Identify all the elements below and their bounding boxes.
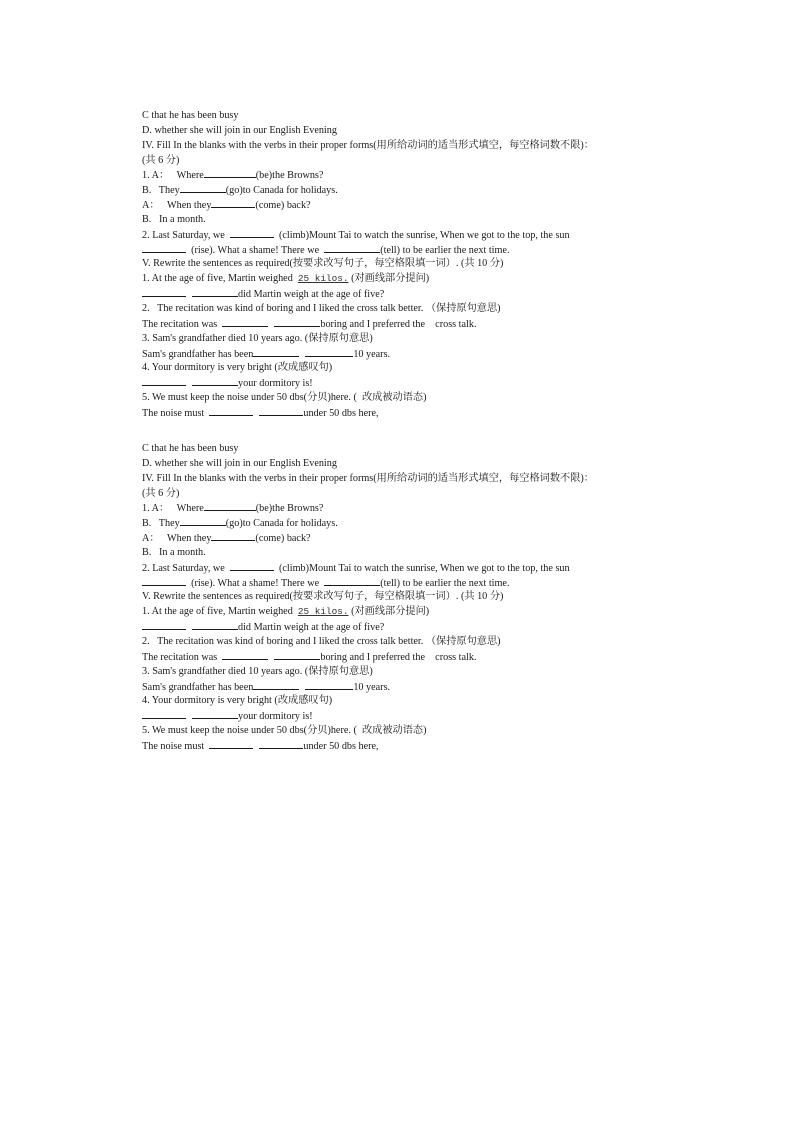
line-text: C that he has been busy [142, 443, 239, 454]
answer-blank[interactable] [142, 620, 186, 630]
answer-blank[interactable] [204, 501, 256, 511]
answer-line [142, 620, 652, 635]
answer-line [142, 650, 652, 665]
line-text: 5. We must keep the noise under 50 dbs(分贝)here. ( 改成被动语态) [142, 392, 427, 404]
answer-blank[interactable] [211, 531, 255, 541]
question-line [142, 198, 652, 213]
section-v-heading [142, 590, 652, 605]
line-text: (climb)Mount Tai to watch the sunrise, When we got to the top, the sun [273, 229, 570, 241]
answer-blank[interactable] [259, 406, 303, 416]
question-line [142, 546, 652, 561]
line-text: IV. Fill In the blanks with the verbs in their proper forms(用所给动词的适当形式填空，每空格词数不限)： [142, 472, 594, 484]
answer-line [142, 680, 652, 695]
line-text: did Martin weigh at the age of five? [238, 289, 385, 301]
answer-blank[interactable] [230, 228, 274, 238]
question-line [142, 213, 652, 228]
line-text: (climb)Mount Tai to watch the sunrise, When we got to the top, the sun [273, 562, 570, 574]
question-line [142, 576, 652, 591]
question-line [142, 724, 652, 739]
answer-blank[interactable] [253, 680, 299, 690]
line-text: B. In a month. [142, 546, 206, 558]
answer-blank[interactable] [209, 406, 253, 416]
answer-blank[interactable] [209, 739, 253, 749]
answer-blank[interactable] [305, 680, 353, 690]
line-text: 10 years. [353, 681, 391, 693]
answer-line [142, 317, 652, 332]
line-text: 2. Last Saturday, we [142, 562, 230, 574]
question-line [142, 361, 652, 376]
line-text: B. In a month. [142, 213, 206, 225]
answer-line [142, 739, 652, 754]
line-text: D. whether she will join in our English Evening [142, 457, 337, 469]
question-line [142, 531, 652, 546]
line-text: (共 6 分) [142, 487, 180, 499]
line-text: The noise must [142, 407, 210, 419]
section-v-heading [142, 257, 652, 272]
line-text: under 50 dbs here, [303, 407, 379, 419]
line-text: 4. Your dormitory is very bright (改成感叹句) [142, 362, 333, 374]
line-text: boring and I preferred the cross talk. [320, 651, 477, 663]
answer-blank[interactable] [192, 376, 238, 386]
line-text: 3. Sam's grandfather died 10 years ago. (保持原句意思) [142, 332, 373, 344]
line-text: (go)to Canada for holidays. [225, 518, 338, 530]
question-line [142, 243, 652, 258]
answer-blank[interactable] [230, 561, 274, 571]
question-line [142, 516, 652, 531]
line-text: (rise). What a shame! There we [186, 577, 325, 589]
question-line [142, 183, 652, 198]
line-text: your dormitory is! [238, 711, 313, 723]
line-text: 5. We must keep the noise under 50 dbs(分贝)here. ( 改成被动语态) [142, 725, 427, 737]
question-line [142, 605, 652, 620]
line-text: IV. Fill In the blanks with the verbs in their proper forms(用所给动词的适当形式填空，每空格词数不限)： [142, 139, 594, 151]
question-line [142, 694, 652, 709]
line-text: (rise). What a shame! There we [186, 244, 325, 256]
section-iv-heading [142, 472, 652, 487]
line-text: B. They [142, 518, 180, 530]
exercise-block-2 [142, 442, 652, 754]
answer-blank[interactable] [142, 287, 186, 297]
line-text: B. They [142, 185, 180, 197]
answer-blank[interactable] [324, 243, 380, 253]
answer-blank[interactable] [211, 198, 255, 208]
answer-blank[interactable] [305, 347, 353, 357]
line-text: 1. At the age of five, Martin weighed [142, 606, 298, 618]
line-text: (be)the Browns? [255, 170, 324, 182]
answer-line [142, 347, 652, 362]
line-text: 2. The recitation was kind of boring and I liked the cross talk better. （保持原句意思) [142, 635, 501, 647]
underlined-phrase: 25 kilos. [297, 606, 349, 618]
answer-blank[interactable] [142, 376, 186, 386]
answer-line [142, 376, 652, 391]
line-text: did Martin weigh at the age of five? [238, 622, 385, 634]
question-line [142, 501, 652, 516]
line-text: under 50 dbs here, [303, 740, 379, 752]
answer-blank[interactable] [222, 650, 268, 660]
line-text: V. Rewrite the sentences as required(按要求改写句子，每空格限填一词）. (共 10 分) [142, 591, 504, 603]
answer-line [142, 709, 652, 724]
line-text: 10 years. [353, 348, 391, 360]
answer-blank[interactable] [192, 709, 238, 719]
answer-blank[interactable] [180, 183, 226, 193]
option-d-line [142, 124, 652, 139]
option-c-line [142, 442, 652, 457]
line-text: (对画线部分提问) [348, 606, 430, 618]
line-text: A： When they [142, 200, 212, 212]
exercise-block-1 [142, 109, 652, 421]
line-text: (come) back? [255, 200, 311, 212]
question-line [142, 332, 652, 347]
answer-line [142, 406, 652, 421]
option-c-line [142, 109, 652, 124]
line-text: 1. At the age of five, Martin weighed [142, 273, 298, 285]
line-text: D. whether she will join in our English Evening [142, 124, 337, 136]
answer-blank[interactable] [142, 576, 186, 586]
line-text: (go)to Canada for holidays. [225, 185, 338, 197]
line-text: V. Rewrite the sentences as required(按要求改写句子，每空格限填一词）. (共 10 分) [142, 258, 504, 270]
answer-blank[interactable] [142, 243, 186, 253]
answer-line [142, 287, 652, 302]
line-text: (对画线部分提问) [348, 273, 430, 285]
section-iv-heading [142, 139, 652, 154]
question-line [142, 665, 652, 680]
answer-blank[interactable] [253, 347, 299, 357]
answer-blank[interactable] [222, 317, 268, 327]
question-line [142, 168, 652, 183]
line-text: 2. The recitation was kind of boring and I liked the cross talk better. （保持原句意思) [142, 302, 501, 314]
answer-blank[interactable] [192, 620, 238, 630]
answer-blank[interactable] [142, 709, 186, 719]
question-line [142, 272, 652, 287]
line-text: boring and I preferred the cross talk. [320, 318, 477, 330]
line-text: The recitation was [142, 651, 223, 663]
line-text: (共 6 分) [142, 154, 180, 166]
line-text: 1. A： Where [142, 503, 204, 515]
question-line [142, 561, 652, 576]
question-line [142, 228, 652, 243]
line-text: 1. A： Where [142, 170, 204, 182]
option-d-line [142, 457, 652, 472]
line-text: A： When they [142, 533, 212, 545]
answer-blank[interactable] [204, 168, 256, 178]
line-text: Sam's grandfather has been [142, 681, 254, 693]
line-text: (come) back? [255, 533, 311, 545]
line-text: The recitation was [142, 318, 223, 330]
line-text: 3. Sam's grandfather died 10 years ago. (保持原句意思) [142, 665, 373, 677]
line-text: C that he has been busy [142, 110, 239, 121]
underlined-phrase: 25 kilos. [297, 273, 349, 285]
line-text: (be)the Browns? [255, 503, 324, 515]
answer-blank[interactable] [324, 576, 380, 586]
question-line [142, 635, 652, 650]
line-text: 2. Last Saturday, we [142, 229, 230, 241]
line-text: (tell) to be earlier the next time. [380, 244, 510, 256]
answer-blank[interactable] [274, 317, 320, 327]
line-text: The noise must [142, 740, 210, 752]
answer-blank[interactable] [274, 650, 320, 660]
line-text: Sam's grandfather has been [142, 348, 254, 360]
line-text: 4. Your dormitory is very bright (改成感叹句) [142, 695, 333, 707]
answer-blank[interactable] [192, 287, 238, 297]
question-line [142, 391, 652, 406]
line-text: your dormitory is! [238, 378, 313, 390]
line-text: (tell) to be earlier the next time. [380, 577, 510, 589]
answer-blank[interactable] [180, 516, 226, 526]
answer-blank[interactable] [259, 739, 303, 749]
question-line [142, 302, 652, 317]
section-iv-score [142, 154, 652, 169]
section-iv-score [142, 487, 652, 502]
